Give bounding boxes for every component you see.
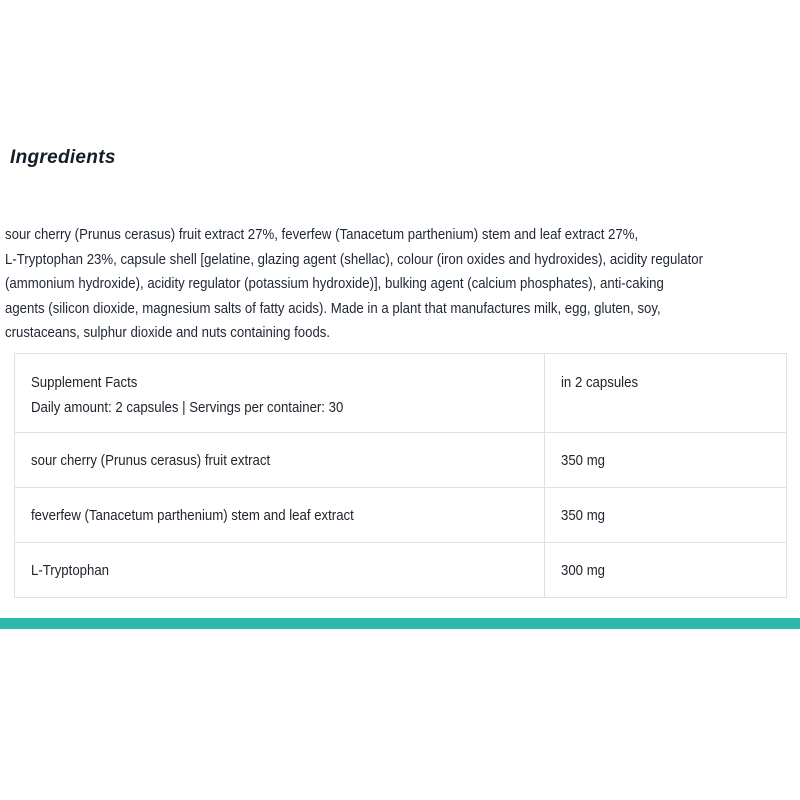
- ingredients-heading: Ingredients: [10, 147, 116, 168]
- ingredient-name: sour cherry (Prunus cerasus) fruit extract: [31, 451, 271, 469]
- ingredient-amount-cell: [545, 543, 787, 598]
- ingredient-amount-cell: [545, 488, 787, 543]
- ingredient-name: feverfew (Tanacetum parthenium) stem and leaf extract: [31, 506, 354, 524]
- ingredients-text-line: (ammonium hydroxide), acidity regulator (potassium hydroxide)], bulking agent (calcium phosphates), anti-caking: [5, 275, 664, 293]
- ingredient-amount: 300 mg: [561, 561, 606, 579]
- table-header-row: [15, 354, 787, 433]
- ingredients-paragraph: [5, 223, 800, 346]
- ingredients-text-line: L-Tryptophan 23%, capsule shell [gelatine, glazing agent (shellac), colour (iron oxides and hydroxides), acidity regulator: [5, 250, 704, 268]
- ingredient-name: L-Tryptophan: [31, 561, 110, 579]
- ingredients-text-line: sour cherry (Prunus cerasus) fruit extract 27%, feverfew (Tanacetum parthenium) stem and leaf extract 27%,: [5, 226, 639, 243]
- ingredients-text-line: agents (silicon dioxide, magnesium salts of fatty acids). Made in a plant that manufactures milk, egg, gluten, soy,: [5, 299, 661, 317]
- ingredient-name-cell: [15, 543, 545, 598]
- ingredient-amount-cell: [545, 433, 787, 488]
- ingredient-name-cell: [15, 433, 545, 488]
- supplement-facts-table: [14, 353, 787, 598]
- table-row: [15, 543, 787, 598]
- ingredient-amount: 350 mg: [561, 506, 606, 524]
- table-row: [15, 433, 787, 488]
- accent-divider-bar: [0, 618, 800, 629]
- table-row: [15, 488, 787, 543]
- ingredients-text-line: crustaceans, sulphur dioxide and nuts containing foods.: [5, 324, 331, 342]
- table-header-cell-facts: [15, 354, 545, 433]
- supplement-facts-title: Supplement Facts: [31, 374, 138, 391]
- table-header-cell-amount: [545, 354, 787, 433]
- ingredient-amount: 350 mg: [561, 451, 606, 469]
- daily-amount-subtitle: Daily amount: 2 capsules | Servings per container: 30: [31, 399, 344, 416]
- amount-column-header: in 2 capsules: [561, 374, 639, 391]
- ingredient-name-cell: [15, 488, 545, 543]
